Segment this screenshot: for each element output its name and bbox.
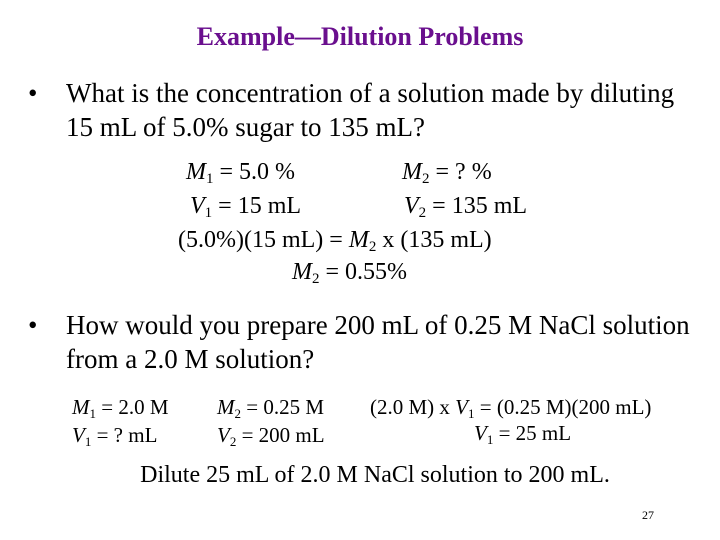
p1-equation: (5.0%)(15 $mL) = M_2$ x (135 mL): [178, 227, 492, 255]
p2-equation: (2.0 M) x $V_1 = (0.25$ M)(200 mL): [370, 395, 652, 421]
question-2-text: How would you prepare 200 mL of 0.25 M NaCl solution from a 2.0 M solution?: [66, 310, 690, 374]
p1-result-value: = 0.55%: [319, 259, 408, 285]
page-number: 27: [642, 508, 654, 522]
p2-m1-line: $M_1 = 2.0$ M: [72, 395, 169, 421]
p1-v1-line: $V_1 = 15$ mL: [190, 193, 302, 221]
slide-title: Example—Dilution Problems: [196, 22, 524, 51]
p2-v1-line: $V_1$ = ? mL: [72, 423, 158, 449]
bullet-dot: •: [28, 78, 38, 108]
conclusion-text: Dilute 25 mL of 2.0 M NaCl solution to 200 mL.: [140, 462, 610, 488]
p2-m2-line: $M_2 = 0.25$ M: [217, 395, 325, 421]
p2-m1-value: = 2.0 M: [96, 395, 169, 419]
p2-v2-value: = 200 mL: [236, 423, 325, 447]
p1-m2-line: $M_2$ = ? %: [402, 159, 492, 187]
p1-m1-value: = 5.0 %: [213, 159, 296, 185]
p1-v1-value: = 15 mL: [212, 193, 302, 219]
question-1-text: What is the concentration of a solution made by diluting 15 mL of 5.0% sugar to 135 mL?: [66, 78, 675, 142]
p2-result: $V_1 = 25$ mL: [474, 421, 572, 447]
p1-m1-line: $M_1 = 5.0$ %: [186, 159, 296, 187]
p1-result: $M_2 = 0.55\%$: [292, 259, 408, 287]
p2-result-value: = 25 mL: [493, 421, 572, 445]
p1-v2-line: $V_2 = 135$ mL: [404, 193, 528, 221]
p2-v1-value: = ? mL: [91, 423, 158, 447]
p2-m2-value: = 0.25 M: [241, 395, 325, 419]
p1-m2-value: = ? %: [429, 159, 492, 185]
bullet-dot: •: [28, 310, 38, 340]
p1-v2-value: = 135 mL: [426, 193, 528, 219]
p2-v2-line: $V_2 = 200$ mL: [217, 423, 325, 449]
